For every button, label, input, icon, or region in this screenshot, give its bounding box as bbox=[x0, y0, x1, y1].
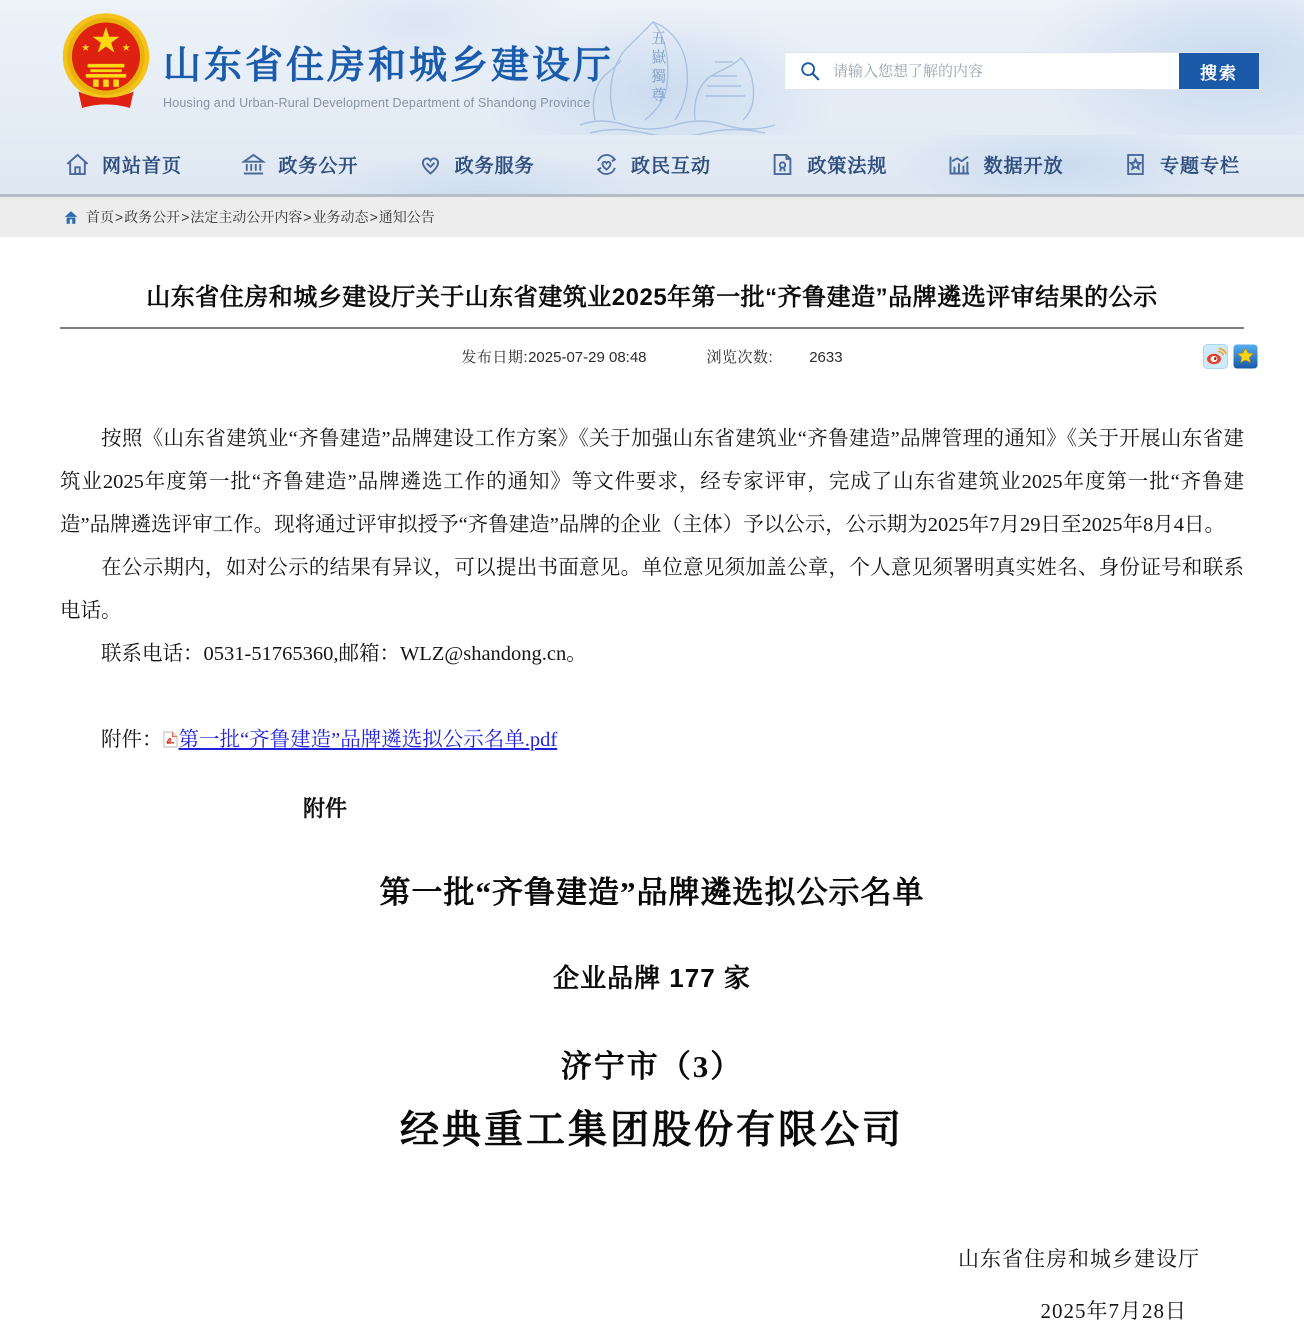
article bbox=[0, 277, 1304, 1325]
nav-item-special-topics[interactable] bbox=[1122, 151, 1240, 178]
handshake-icon bbox=[417, 151, 444, 178]
breadcrumb-home-icon bbox=[63, 210, 79, 225]
data-chart-icon bbox=[946, 151, 973, 178]
home-icon bbox=[64, 151, 91, 178]
breadcrumb-item-home[interactable]: 首页 bbox=[86, 209, 114, 225]
publish-date-value: 2025-07-29 08:48 bbox=[528, 349, 647, 366]
paragraph-2: 在公示期内，如对公示的结果有异议，可以提出书面意见。单位意见须加盖公章，个人意见须署明真实姓名、身份证号和联系电话。 bbox=[60, 557, 1244, 622]
nav-item-interaction[interactable] bbox=[593, 151, 711, 178]
nav-item-policies[interactable] bbox=[769, 151, 887, 178]
preview-doc-title: 第一批“齐鲁建造”品牌遴选拟公示名单 bbox=[379, 875, 925, 910]
policy-doc-icon bbox=[769, 151, 796, 178]
nav-label: 政策法规 bbox=[807, 156, 888, 177]
nav-item-gov-disclosure[interactable] bbox=[240, 151, 358, 178]
pdf-file-icon bbox=[163, 731, 178, 748]
nav-label: 数据开放 bbox=[983, 156, 1064, 177]
preview-city-line: 济宁市（3） bbox=[560, 1049, 744, 1084]
site-subtitle: Housing and Urban-Rural Development Department of Shandong Province bbox=[163, 96, 591, 110]
breadcrumb-item-business[interactable]: 业务动态 bbox=[312, 209, 369, 225]
search-bar bbox=[784, 52, 1260, 90]
nav-item-home[interactable] bbox=[64, 151, 182, 178]
signature-block bbox=[60, 1243, 1244, 1325]
article-meta bbox=[60, 346, 1244, 372]
nav-label: 政务服务 bbox=[454, 156, 535, 177]
site-title: 山东省住房和城乡建设厅 bbox=[163, 45, 615, 87]
paragraph-contact: 联系电话：0531-51765360,邮箱：WLZ@shandong.cn。 bbox=[101, 643, 587, 665]
breadcrumb-item-statutory[interactable]: 法定主动公开内容 bbox=[190, 209, 303, 225]
attachment-row bbox=[60, 719, 1244, 762]
qzone-share-icon[interactable] bbox=[1233, 344, 1258, 369]
interaction-icon bbox=[593, 151, 620, 178]
share-icons bbox=[1203, 344, 1258, 369]
breadcrumb-item-notices[interactable]: 通知公告 bbox=[378, 209, 435, 225]
site-brand bbox=[163, 34, 614, 110]
title-divider bbox=[60, 327, 1244, 329]
search-input[interactable] bbox=[833, 53, 1179, 89]
nav-label: 政务公开 bbox=[278, 156, 359, 177]
nav-label: 政民互动 bbox=[630, 156, 711, 177]
breadcrumb-separator: > bbox=[303, 209, 312, 225]
breadcrumb-separator: > bbox=[181, 209, 190, 225]
article-title: 山东省住房和城乡建设厅关于山东省建筑业2025年第一批“齐鲁建造”品牌遴选评审结果的公示 bbox=[146, 284, 1158, 311]
preview-subtitle: 企业品牌 177 家 bbox=[553, 963, 751, 993]
breadcrumb-item-disclosure[interactable]: 政务公开 bbox=[124, 209, 181, 225]
breadcrumb-separator: > bbox=[369, 209, 378, 225]
attachment-link[interactable]: 第一批“齐鲁建造”品牌遴选拟公示名单.pdf bbox=[178, 729, 558, 751]
views-value: 2633 bbox=[809, 349, 843, 366]
star-doc-icon bbox=[1122, 151, 1149, 178]
paragraph-1: 按照《山东省建筑业“齐鲁建造”品牌建设工作方案》《关于加强山东省建筑业“齐鲁建造”品牌管理的通知》《关于开展山东省建筑业2025年度第一批“齐鲁建造”品牌遴选工作的通知》等文件要求，经专家评审，完成了山东省建筑业2025年度第一批“齐鲁建造”品牌遴选评审工作。现将通过评审拟授予“齐鲁建造”品牌的企业（主体）予以公示，公示期为2025年7月29日至2025年8月4日。 bbox=[60, 428, 1244, 536]
breadcrumb bbox=[0, 197, 1304, 237]
article-body bbox=[60, 418, 1244, 676]
nav-item-open-data[interactable] bbox=[946, 151, 1064, 178]
search-icon bbox=[799, 60, 821, 82]
publish-date-label: 发布日期: bbox=[461, 349, 529, 366]
nav-label: 网站首页 bbox=[102, 156, 183, 177]
bank-icon bbox=[240, 151, 267, 178]
mountain-seal-text: 五嶽獨尊 bbox=[649, 30, 665, 106]
main-nav bbox=[0, 135, 1304, 197]
signature-org: 山东省住房和城乡建设厅 bbox=[958, 1247, 1200, 1271]
preview-attach-heading: 附件 bbox=[303, 796, 348, 821]
preview-company-name: 经典重工集团股份有限公司 bbox=[399, 1109, 904, 1152]
attachment-label: 附件： bbox=[101, 729, 163, 751]
views-label: 浏览次数: bbox=[706, 349, 774, 366]
search-button[interactable]: 搜索 bbox=[1179, 53, 1259, 89]
signature-date: 2025年7月28日 bbox=[1040, 1299, 1187, 1323]
breadcrumb-separator: > bbox=[115, 209, 124, 225]
search-input-wrap bbox=[785, 53, 1179, 89]
nav-label: 专题专栏 bbox=[1159, 156, 1240, 177]
weibo-share-icon[interactable] bbox=[1203, 344, 1228, 369]
attachment-preview bbox=[60, 792, 1244, 1155]
nav-item-gov-services[interactable] bbox=[417, 151, 535, 178]
national-emblem-logo bbox=[60, 12, 152, 112]
site-header bbox=[0, 0, 1304, 135]
